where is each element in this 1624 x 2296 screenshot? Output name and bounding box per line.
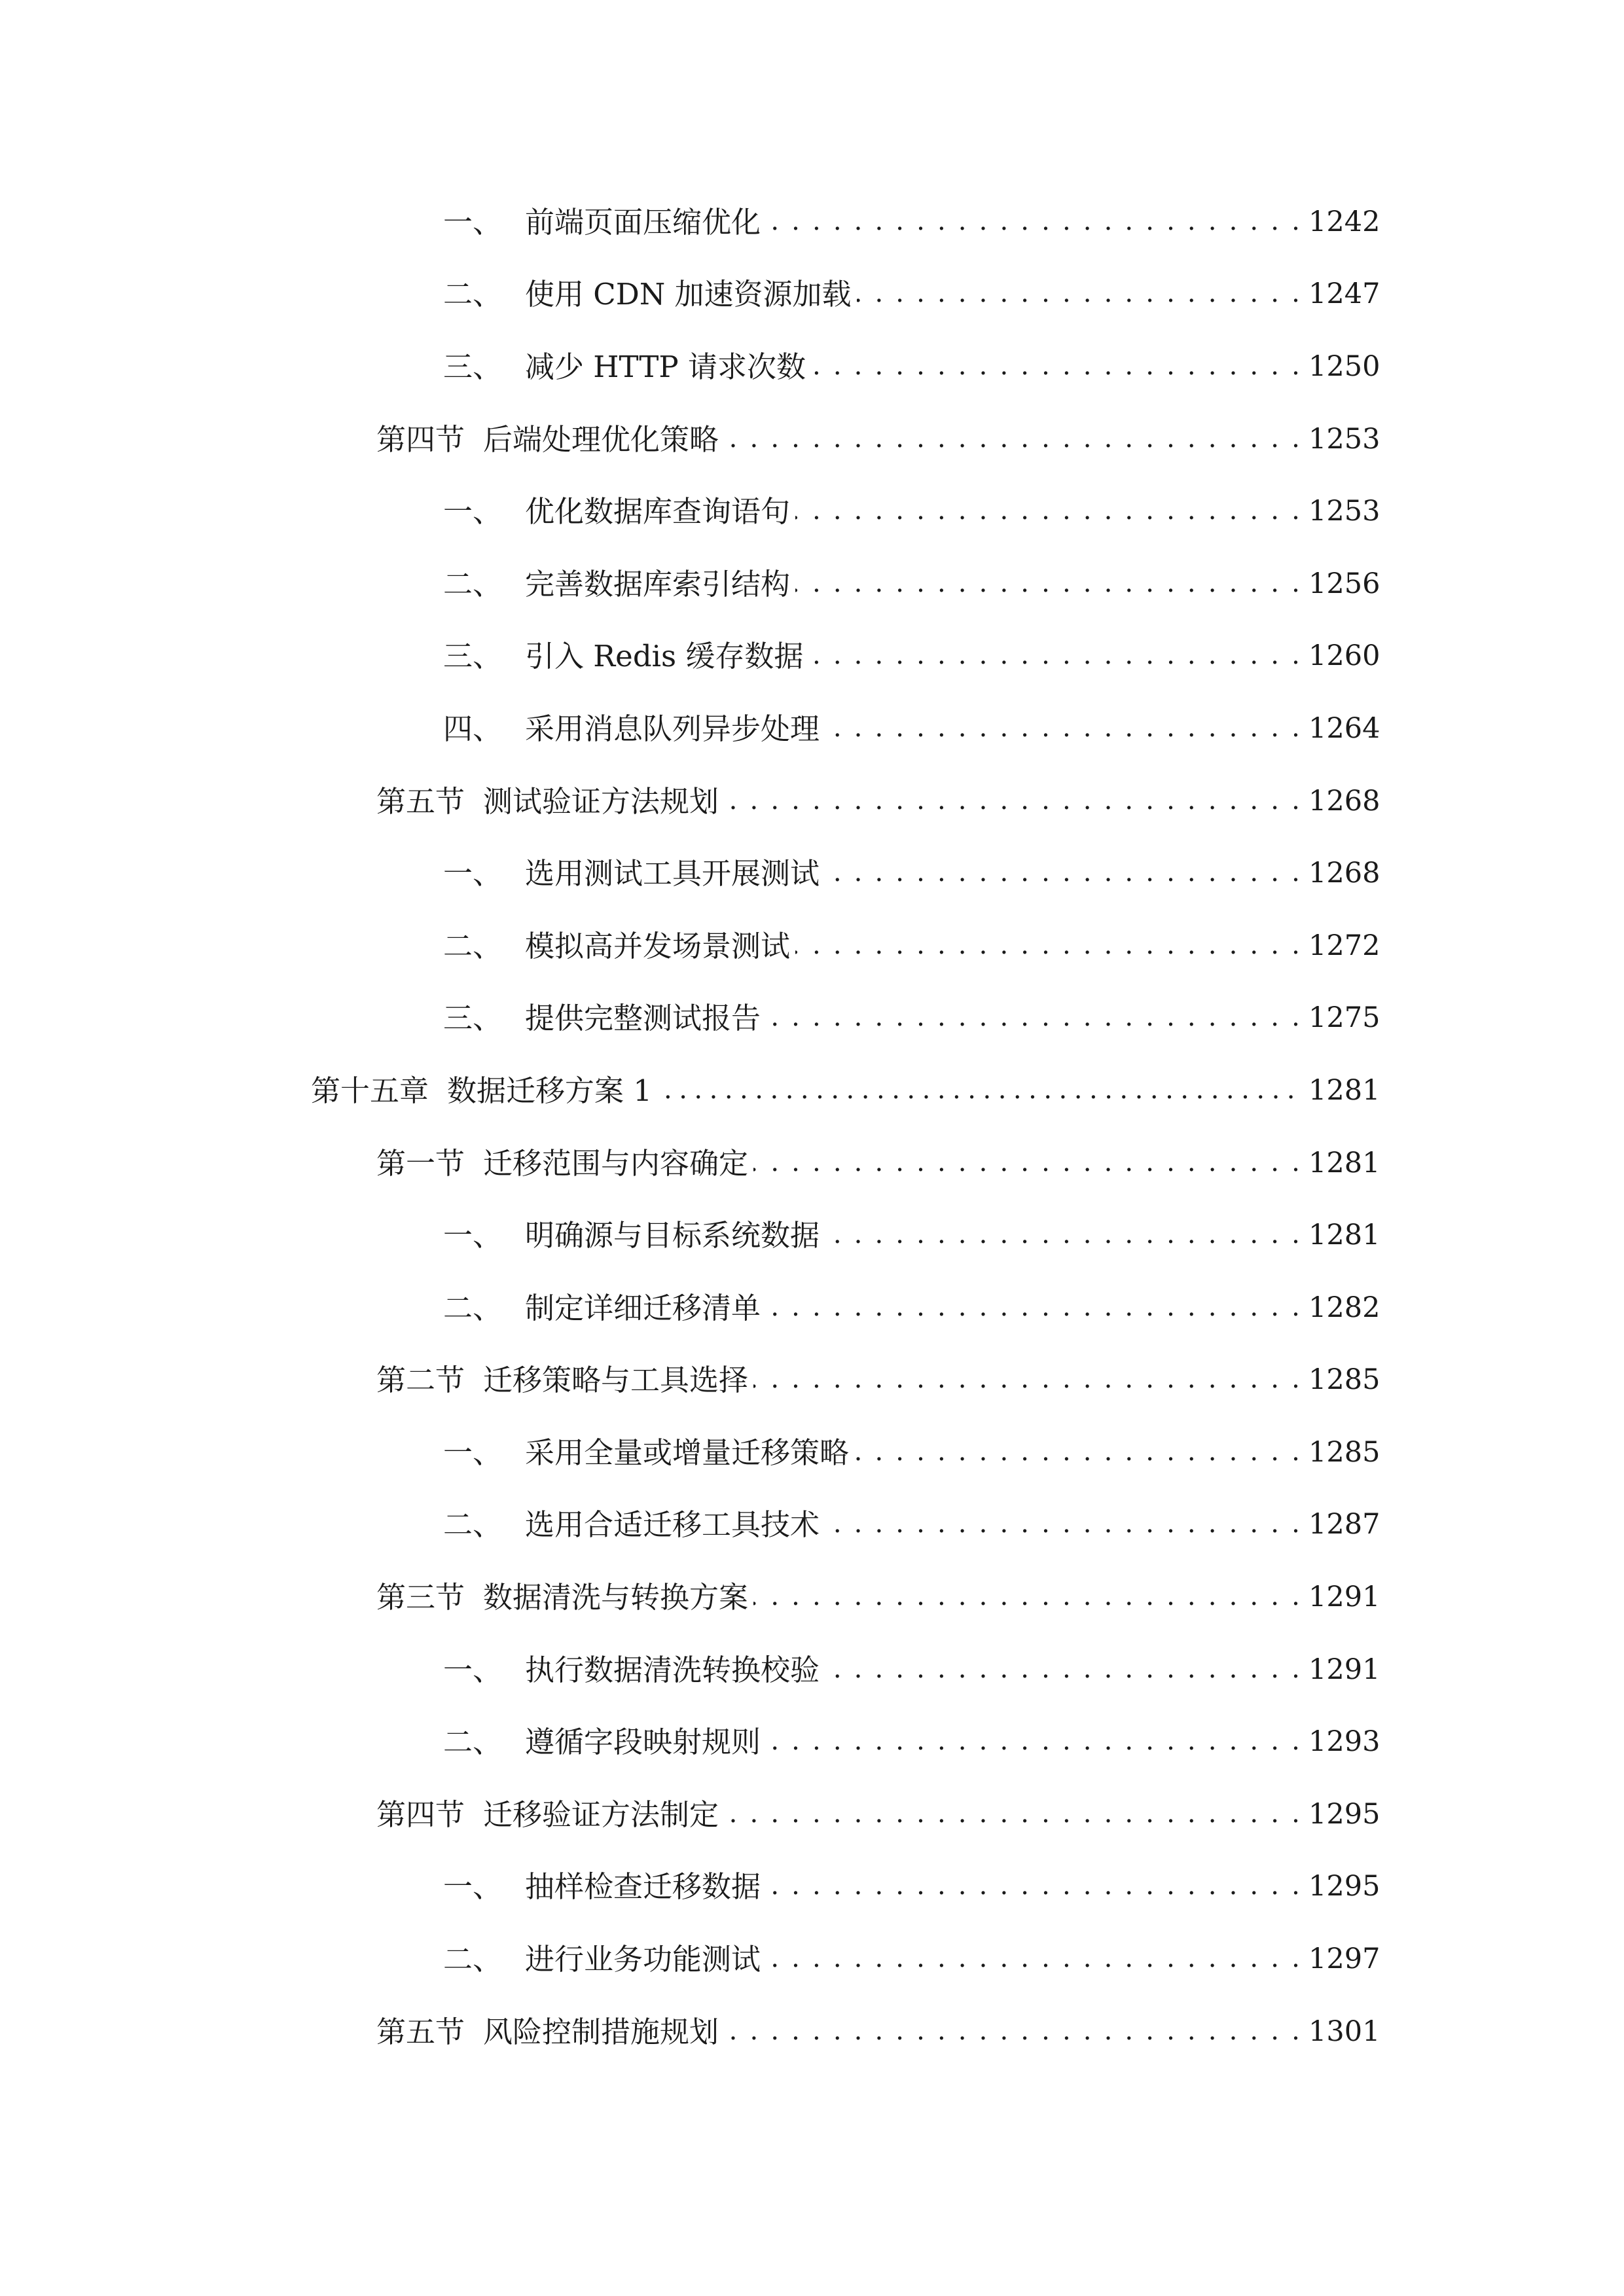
toc-entry[interactable] xyxy=(0,1489,1624,1562)
toc-entry[interactable] xyxy=(0,1634,1624,1706)
entry-title: 测试验证方法规划 xyxy=(483,783,719,819)
dot-leader xyxy=(825,1655,1302,1685)
entry-title: 选用合适迁移工具技术 xyxy=(525,1507,820,1543)
entry-title: 数据清洗与转换方案 xyxy=(483,1580,749,1615)
entry-title: 选用测试工具开展测试 xyxy=(525,856,820,891)
toc-entry[interactable] xyxy=(0,548,1624,620)
entry-page-number: 1282 xyxy=(1308,1291,1380,1324)
entry-title: 使用 CDN 加速资源加载 xyxy=(525,277,852,312)
toc-entry[interactable] xyxy=(0,1199,1624,1272)
toc-entry[interactable] xyxy=(0,1851,1624,1924)
toc-entry[interactable] xyxy=(0,1923,1624,1996)
entry-title: 采用全量或增量迁移策略 xyxy=(525,1435,850,1470)
entry-page-number: 1268 xyxy=(1308,857,1380,890)
entry-number: 第一节 xyxy=(376,1145,465,1181)
entry-page-number: 1268 xyxy=(1308,784,1380,817)
toc-entry[interactable] xyxy=(0,331,1624,403)
entry-number: 二、 xyxy=(443,1942,503,1977)
entry-page-number: 1295 xyxy=(1308,1797,1380,1831)
toc-entry[interactable] xyxy=(0,1054,1624,1127)
entry-number: 第五节 xyxy=(376,2014,465,2049)
entry-title: 迁移策略与工具选择 xyxy=(483,1363,749,1398)
entry-page-number: 1291 xyxy=(1308,1653,1380,1686)
toc-entry[interactable] xyxy=(0,765,1624,838)
entry-number: 三、 xyxy=(443,1001,503,1036)
toc-entry[interactable] xyxy=(0,1344,1624,1417)
toc-entry[interactable] xyxy=(0,1996,1624,2068)
entry-page-number: 1281 xyxy=(1308,1073,1380,1107)
dot-leader xyxy=(766,207,1302,237)
toc-entry[interactable] xyxy=(0,475,1624,548)
entry-title: 提供完整测试报告 xyxy=(525,1001,761,1036)
entry-number: 三、 xyxy=(443,639,503,674)
entry-title: 进行业务功能测试 xyxy=(525,1942,761,1977)
entry-page-number: 1242 xyxy=(1308,205,1380,238)
entry-number: 一、 xyxy=(443,1869,503,1905)
entry-page-number: 1256 xyxy=(1308,567,1380,600)
entry-title: 明确源与目标系统数据 xyxy=(525,1218,820,1253)
entry-title: 完善数据库索引结构 xyxy=(525,566,791,601)
entry-number: 一、 xyxy=(443,1218,503,1253)
entry-page-number: 1275 xyxy=(1308,1001,1380,1035)
entry-number: 四、 xyxy=(443,711,503,746)
entry-title: 减少 HTTP 请求次数 xyxy=(525,349,806,384)
entry-title: 抽样检查迁移数据 xyxy=(525,1869,761,1905)
entry-page-number: 1247 xyxy=(1308,278,1380,311)
entry-page-number: 1291 xyxy=(1308,1581,1380,1614)
dot-leader xyxy=(766,1293,1302,1323)
dot-leader xyxy=(825,859,1302,888)
entry-number: 二、 xyxy=(443,1725,503,1760)
dot-leader xyxy=(825,1221,1302,1250)
toc-entry[interactable] xyxy=(0,186,1624,259)
dot-leader xyxy=(766,1872,1302,1901)
entry-title: 后端处理优化策略 xyxy=(483,422,719,457)
entry-number: 第五节 xyxy=(376,783,465,819)
toc-entry[interactable] xyxy=(0,1561,1624,1634)
toc-entry[interactable] xyxy=(0,910,1624,982)
dot-leader xyxy=(811,352,1302,382)
dot-leader xyxy=(724,425,1302,454)
entry-title: 迁移验证方法制定 xyxy=(483,1797,719,1832)
dot-leader xyxy=(825,714,1302,744)
entry-title: 执行数据清洗转换校验 xyxy=(525,1652,820,1687)
toc-entry[interactable] xyxy=(0,403,1624,476)
dot-leader xyxy=(857,279,1303,309)
dot-leader xyxy=(825,1510,1302,1539)
entry-title: 优化数据库查询语句 xyxy=(525,494,791,529)
toc-entry[interactable] xyxy=(0,1416,1624,1489)
entry-title: 模拟高并发场景测试 xyxy=(525,928,791,963)
entry-title: 遵循字段映射规则 xyxy=(525,1725,761,1760)
entry-number: 第四节 xyxy=(376,1797,465,1832)
entry-number: 一、 xyxy=(443,494,503,529)
dot-leader xyxy=(724,1800,1302,1829)
dot-leader xyxy=(795,931,1302,961)
entry-page-number: 1285 xyxy=(1308,1435,1380,1469)
entry-number: 第四节 xyxy=(376,422,465,457)
toc-entry[interactable] xyxy=(0,1778,1624,1851)
dot-leader xyxy=(753,1583,1302,1612)
entry-number: 一、 xyxy=(443,856,503,891)
entry-page-number: 1285 xyxy=(1308,1363,1380,1397)
entry-page-number: 1253 xyxy=(1308,422,1380,456)
dot-leader xyxy=(766,1727,1302,1757)
dot-leader xyxy=(854,1438,1302,1467)
entry-page-number: 1281 xyxy=(1308,1219,1380,1252)
entry-number: 第十五章 xyxy=(311,1073,429,1108)
entry-title: 制定详细迁移清单 xyxy=(525,1290,761,1325)
dot-leader xyxy=(766,1003,1302,1033)
dot-leader xyxy=(657,1076,1302,1105)
dot-leader xyxy=(795,569,1302,599)
entry-page-number: 1301 xyxy=(1308,2015,1380,2048)
dot-leader xyxy=(753,1149,1302,1178)
toc-entry[interactable] xyxy=(0,837,1624,910)
table-of-contents xyxy=(0,186,1624,2068)
entry-number: 二、 xyxy=(443,928,503,963)
entry-number: 一、 xyxy=(443,204,503,240)
dot-leader xyxy=(753,1365,1302,1395)
dot-leader xyxy=(724,787,1302,816)
toc-entry[interactable] xyxy=(0,692,1624,765)
entry-title: 风险控制措施规划 xyxy=(483,2014,719,2049)
toc-entry[interactable] xyxy=(0,620,1624,693)
entry-number: 二、 xyxy=(443,277,503,312)
entry-page-number: 1253 xyxy=(1308,495,1380,528)
dot-leader xyxy=(808,641,1302,671)
dot-leader xyxy=(766,1945,1302,1974)
toc-entry[interactable] xyxy=(0,1706,1624,1778)
entry-number: 一、 xyxy=(443,1435,503,1470)
entry-page-number: 1260 xyxy=(1308,639,1380,673)
entry-title: 数据迁移方案 1 xyxy=(447,1073,652,1108)
entry-number: 二、 xyxy=(443,1290,503,1325)
toc-entry[interactable] xyxy=(0,982,1624,1055)
entry-page-number: 1297 xyxy=(1308,1943,1380,1976)
entry-page-number: 1287 xyxy=(1308,1508,1380,1541)
entry-number: 三、 xyxy=(443,349,503,384)
entry-number: 二、 xyxy=(443,1507,503,1543)
entry-page-number: 1295 xyxy=(1308,1870,1380,1903)
entry-number: 第三节 xyxy=(376,1580,465,1615)
entry-page-number: 1250 xyxy=(1308,350,1380,383)
entry-page-number: 1264 xyxy=(1308,711,1380,745)
entry-number: 一、 xyxy=(443,1652,503,1687)
entry-page-number: 1281 xyxy=(1308,1146,1380,1179)
toc-entry[interactable] xyxy=(0,1127,1624,1200)
entry-title: 前端页面压缩优化 xyxy=(525,204,761,240)
entry-title: 迁移范围与内容确定 xyxy=(483,1145,749,1181)
dot-leader xyxy=(795,497,1302,526)
entry-number: 二、 xyxy=(443,566,503,601)
entry-page-number: 1293 xyxy=(1308,1725,1380,1759)
entry-title: 采用消息队列异步处理 xyxy=(525,711,820,746)
toc-entry[interactable] xyxy=(0,259,1624,331)
dot-leader xyxy=(724,2017,1302,2047)
entry-title: 引入 Redis 缓存数据 xyxy=(525,639,804,674)
toc-entry[interactable] xyxy=(0,1272,1624,1344)
entry-number: 第二节 xyxy=(376,1363,465,1398)
entry-page-number: 1272 xyxy=(1308,929,1380,962)
